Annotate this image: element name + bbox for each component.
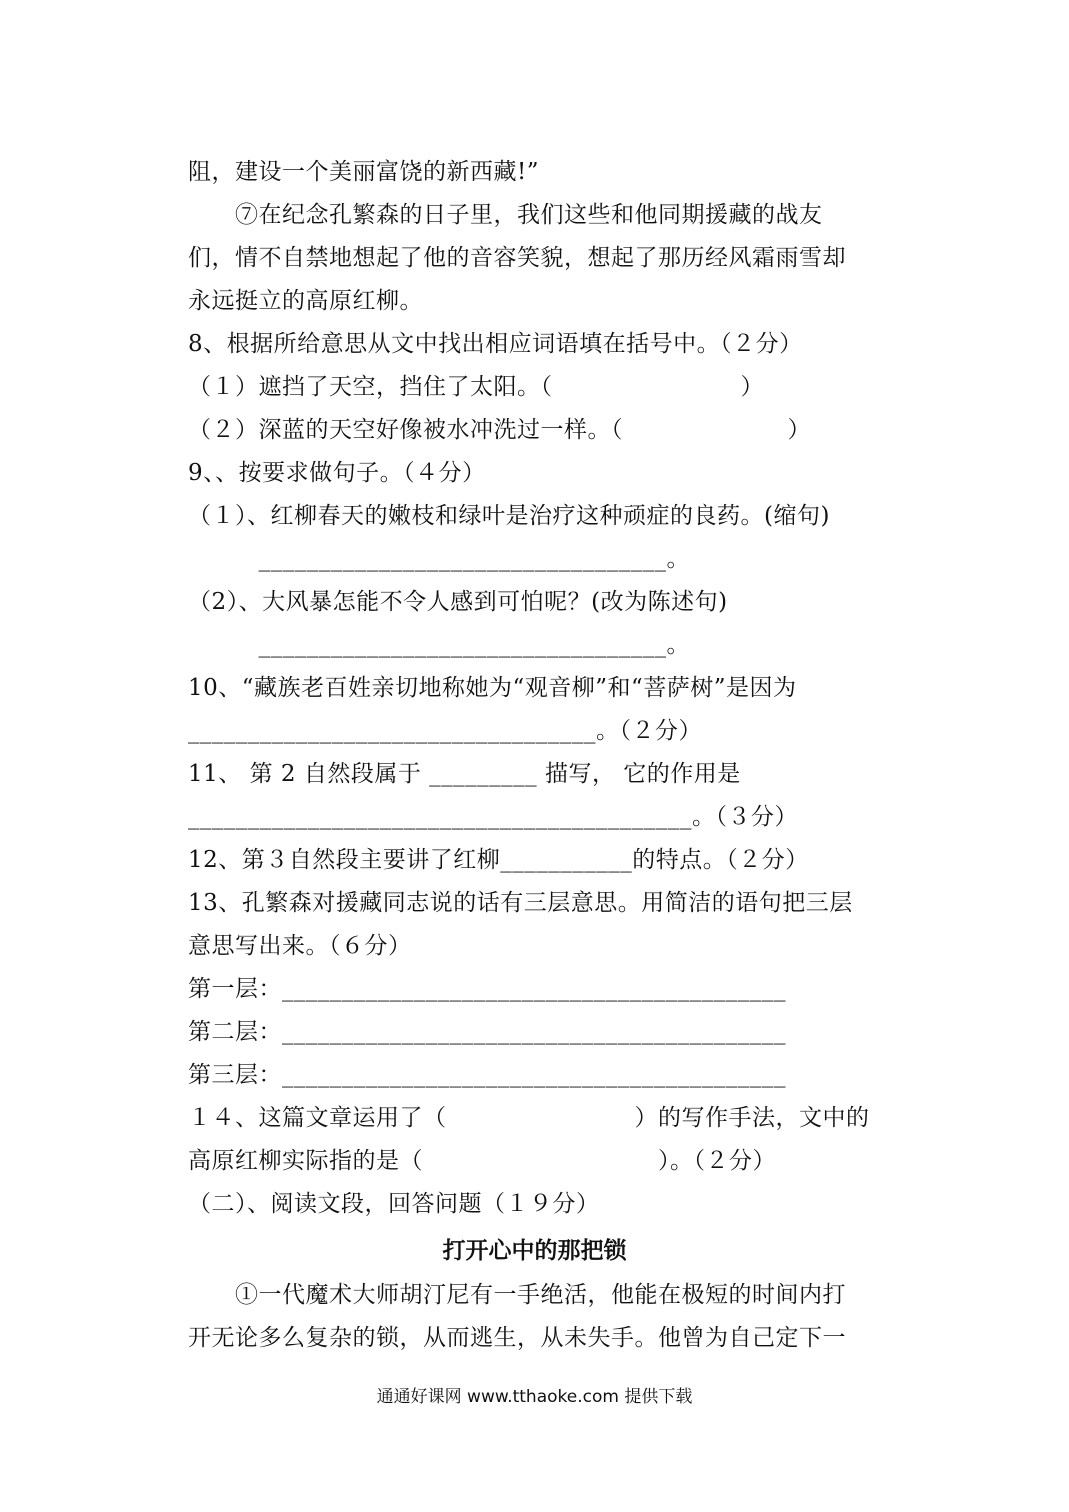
question-10: 10、“藏族老百姓亲切地称她为“观音柳”和“菩萨树”是因为: [188, 675, 797, 701]
question-8-2: （２）深蓝的天空好像被水冲洗过一样。（ ）: [188, 417, 811, 443]
answer-line: __________________________________________。（３分）: [188, 804, 798, 830]
question-12: 12、第３自然段主要讲了红柳___________的特点。（２分）: [188, 847, 809, 873]
question-9: 9、、按要求做句子。（４分）: [188, 460, 486, 486]
passage-title: 打开心中的那把锁: [442, 1237, 627, 1264]
question-11: 11、 第 2 自然段属于 _________ 描写， 它的作用是: [188, 761, 741, 787]
page-footer: 通通好课网 www.tthaoke.com 提供下载: [376, 1387, 693, 1407]
answer-line-layer-2: 第二层：__________________________________________: [188, 1019, 786, 1045]
text-line: 高原红柳实际指的是（ ）。（２分）: [188, 1148, 776, 1174]
text-line: 永远挺立的高原红柳。: [188, 288, 423, 314]
question-8: 8、根据所给意思从文中找出相应词语填在括号中。（２分）: [188, 331, 803, 357]
answer-line: __________________________________。: [188, 546, 690, 572]
question-9-2: （2）、大风暴怎能不令人感到可怕呢？(改为陈述句): [188, 589, 728, 615]
text-line: ⑦在纪念孔繁森的日子里，我们这些和他同期援藏的战友: [188, 202, 823, 228]
question-8-1: （１）遮挡了天空，挡住了太阳。（ ）: [188, 374, 764, 400]
text-line: 们，情不自禁地想起了他的音容笑貌，想起了那历经风霜雨雪却: [188, 245, 846, 271]
answer-line-layer-3: 第三层：__________________________________________: [188, 1062, 786, 1088]
text-line: 意思写出来。（６分）: [188, 933, 412, 959]
text-line: 开无论多么复杂的锁，从而逃生，从未失手。他曾为自己定下一: [188, 1325, 846, 1351]
text-line: 阻，建设一个美丽富饶的新西藏!”: [188, 159, 540, 185]
question-9-1: （１）、红柳春天的嫩枝和绿叶是治疗这种顽症的良药。(缩句): [188, 503, 830, 529]
answer-line: __________________________________。（２分）: [188, 718, 702, 744]
text-line: ①一代魔术大师胡汀尼有一手绝活，他能在极短的时间内打: [188, 1282, 846, 1308]
section-heading: （二）、阅读文段，回答问题（１９分）: [188, 1191, 600, 1217]
answer-line-layer-1: 第一层：__________________________________________: [188, 976, 786, 1002]
question-13: 13、孔繁森对援藏同志说的话有三层意思。用简洁的语句把三层: [188, 890, 853, 916]
question-14: １４、这篇文章运用了（ ）的写作手法，文中的: [188, 1105, 870, 1131]
answer-line: __________________________________。: [188, 632, 690, 658]
